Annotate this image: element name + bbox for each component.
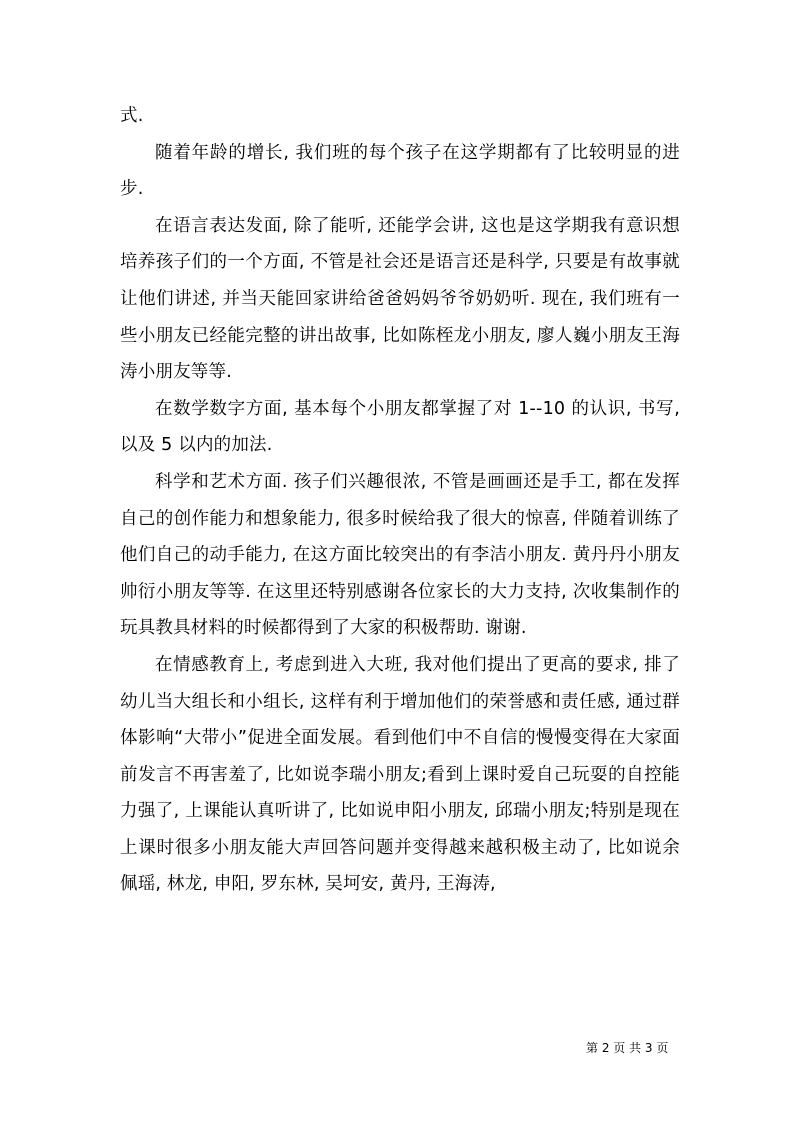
paragraph-continuation: 式. — [120, 106, 144, 126]
page-number-footer: 第 2 页 共 3 页 — [586, 1041, 669, 1055]
paragraph-language: 在语言表达发面, 除了能听, 还能学会讲, 这也是这学期我有意识想培养孩子们的一个方面, 不管是社会还是语言还是科学, 只要是有故事就让他们讲述, 并当天能回家讲给爸爸妈妈爷爷奶奶听. 现在, 我们班有一些小朋友已经能完整的讲出故事, 比如陈桎龙小朋友, 廖人巍小朋友王海涛小朋友等等. — [120, 215, 680, 383]
paragraph-science-art: 科学和艺术方面. 孩子们兴趣很浓, 不管是画画还是手工, 都在发挥自己的创作能力和想象能力, 很多时候给我了很大的惊喜, 伴随着训练了他们自己的动手能力, 在这方面比较突出的有李洁小朋友. 黄丹丹小朋友帅衍小朋友等等. 在这里还特别感谢各位家长的大力支持, 次收集制作的玩具教具材料的时候都得到了大家的积极帮助. 谢谢. — [120, 471, 680, 639]
paragraph-math: 在数学数字方面, 基本每个小朋友都掌握了对 1--10 的认识, 书写, 以及 5 以内的加法. — [120, 398, 680, 456]
paragraph-emotional-education: 在情感教育上, 考虑到进入大班, 我对他们提出了更高的要求, 排了幼儿当大组长和小组长, 这样有利于增加他们的荣誉感和责任感, 通过群体影响“大带小”促进全面发展。看到他们中不自信的慢慢变得在大家面前发言不再害羞了, 比如说李瑞小朋友;看到上课时爱自己玩耍的自控能力强了, 上课能认真听讲了, 比如说申阳小朋友, 邱瑞小朋友;特别是现在上课时很多小朋友能大声回答问题并变得越来越积极主动了, 比如说余佩瑶, 林龙, 申阳, 罗东林, 吴坷安, 黄丹, 王海涛, — [120, 654, 680, 895]
document-body — [120, 98, 680, 903]
paragraph-progress-intro: 随着年龄的增长, 我们班的每个孩子在这学期都有了比较明显的进步. — [120, 142, 680, 200]
